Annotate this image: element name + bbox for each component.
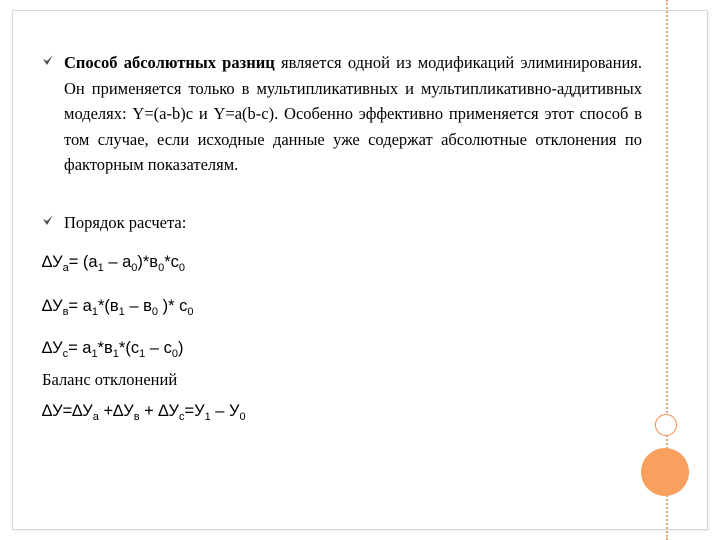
method-text: является одной из модификаций элиминирования. Он применяется только в мультипликативных и мультипликативно-аддитивных моделях: Y=(a-b)c и Y=a(b-c). Особенно эффективно применяется этот способ в том случае, если исходные данные уже содержат абсолютные отклонения по факторным показателям. [64, 53, 643, 174]
formula-delta-yc: $\Delta У_с= а_1*в_1*(с_1 - с_0)$ [42, 339, 184, 360]
procedure-heading: Порядок расчета: [64, 213, 187, 232]
decorative-circle-large [641, 448, 689, 496]
decorative-circle-small [655, 414, 677, 436]
formula-balance: $\Delta У=\Delta У_а +\Delta У_в + \Delta У_с=У_1 - У_0$ [42, 402, 246, 423]
formula-delta-ya: $\Delta У_а= (а_1 - а_0)*в_0*с_0$ [42, 253, 185, 274]
method-description [64, 50, 642, 178]
method-name: Способ абсолютных разниц [64, 53, 275, 72]
checkmark-bullet-icon [42, 214, 54, 226]
formula-delta-yb: $\Delta У_в= а_1*(в_1 - в_0$ )* $с_0$ [42, 297, 194, 318]
balance-heading: Баланс отклонений [42, 370, 178, 389]
checkmark-bullet-icon [42, 54, 54, 66]
